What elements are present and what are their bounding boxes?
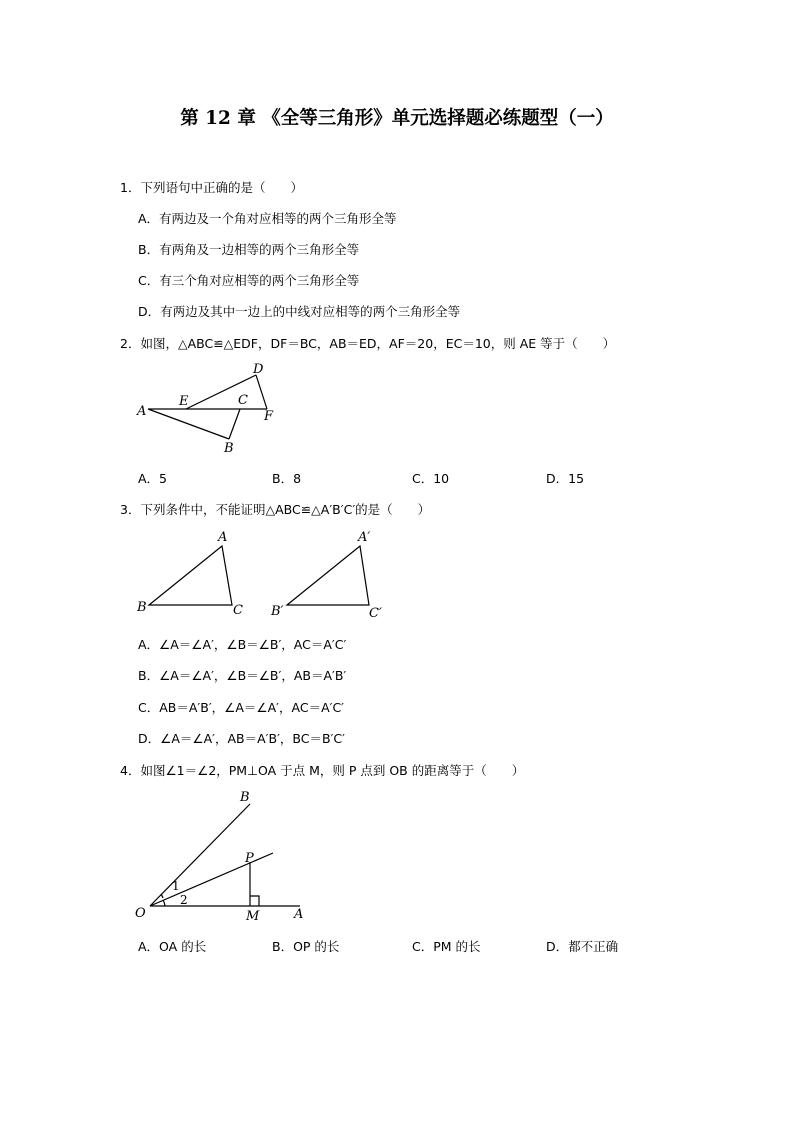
label-b: B bbox=[137, 600, 147, 615]
question-1-option-d: D．有两边及其中一边上的中线对应相等的两个三角形全等 bbox=[138, 304, 461, 319]
label-angle-2: 2 bbox=[180, 893, 188, 907]
question-2-option-b: B．8 bbox=[272, 471, 302, 486]
label-b-prime: B′ bbox=[271, 604, 284, 619]
label-p: P bbox=[245, 851, 254, 866]
question-4-option-d: D．都不正确 bbox=[546, 939, 619, 954]
label-e: E bbox=[179, 394, 189, 409]
question-2-option-c: C．10 bbox=[412, 471, 450, 486]
question-1-option-c: C．有三个角对应相等的两个三角形全等 bbox=[138, 273, 360, 288]
question-1-stem: 1．下列语句中正确的是（ ） bbox=[120, 180, 303, 195]
label-angle-1: 1 bbox=[172, 879, 180, 893]
label-c-prime: C′ bbox=[369, 606, 382, 621]
ray-ob bbox=[150, 804, 250, 906]
label-a: A bbox=[294, 907, 304, 922]
question-3-option-b: B．∠A＝∠A′，∠B＝∠B′，AB＝A′B′ bbox=[138, 668, 347, 683]
angle-2-arc bbox=[163, 900, 165, 906]
question-4-option-b: B．OP 的长 bbox=[272, 939, 340, 954]
right-angle-mark bbox=[250, 896, 259, 906]
label-a: A bbox=[218, 530, 228, 545]
question-3-option-a: A．∠A＝∠A′，∠B＝∠B′，AC＝A′C′ bbox=[138, 637, 347, 652]
question-3-stem: 3．下列条件中，不能证明△ABC≌△A′B′C′的是（ ） bbox=[120, 502, 431, 517]
question-4-option-c: C．PM 的长 bbox=[412, 939, 481, 954]
question-2-option-d: D．15 bbox=[546, 471, 585, 486]
label-b: B bbox=[240, 790, 250, 805]
page-title: 第 12 章 《全等三角形》单元选择题必练题型（一） bbox=[180, 108, 614, 129]
question-2-stem: 2．如图，△ABC≌△EDF，DF＝BC，AB＝ED，AF＝20，EC＝10，则 AE 等于（ ） bbox=[120, 336, 616, 351]
question-1-option-b: B．有两角及一边相等的两个三角形全等 bbox=[138, 242, 360, 257]
label-m: M bbox=[246, 909, 260, 924]
label-f: F bbox=[264, 409, 274, 424]
ray-op bbox=[150, 853, 273, 906]
question-2-option-a: A．5 bbox=[138, 471, 168, 486]
question-3-option-d: D．∠A＝∠A′，AB＝A′B′，BC＝B′C′ bbox=[138, 731, 345, 746]
label-a: A bbox=[137, 404, 147, 419]
label-c: C bbox=[233, 603, 243, 618]
question-1-option-a: A．有两边及一个角对应相等的两个三角形全等 bbox=[138, 211, 397, 226]
question-4-option-a: A．OA 的长 bbox=[138, 939, 207, 954]
label-d: D bbox=[253, 362, 264, 377]
label-b: B bbox=[224, 441, 234, 456]
label-o: O bbox=[135, 906, 146, 921]
question-3-option-c: C．AB＝A′B′，∠A＝∠A′，AC＝A′C′ bbox=[138, 700, 345, 715]
label-a-prime: A′ bbox=[358, 530, 371, 545]
question-4-stem: 4．如图∠1＝∠2，PM⊥OA 于点 M，则 P 点到 OB 的距离等于（ ） bbox=[120, 763, 525, 778]
label-c: C bbox=[238, 393, 248, 408]
angle-1-arc bbox=[161, 894, 163, 898]
